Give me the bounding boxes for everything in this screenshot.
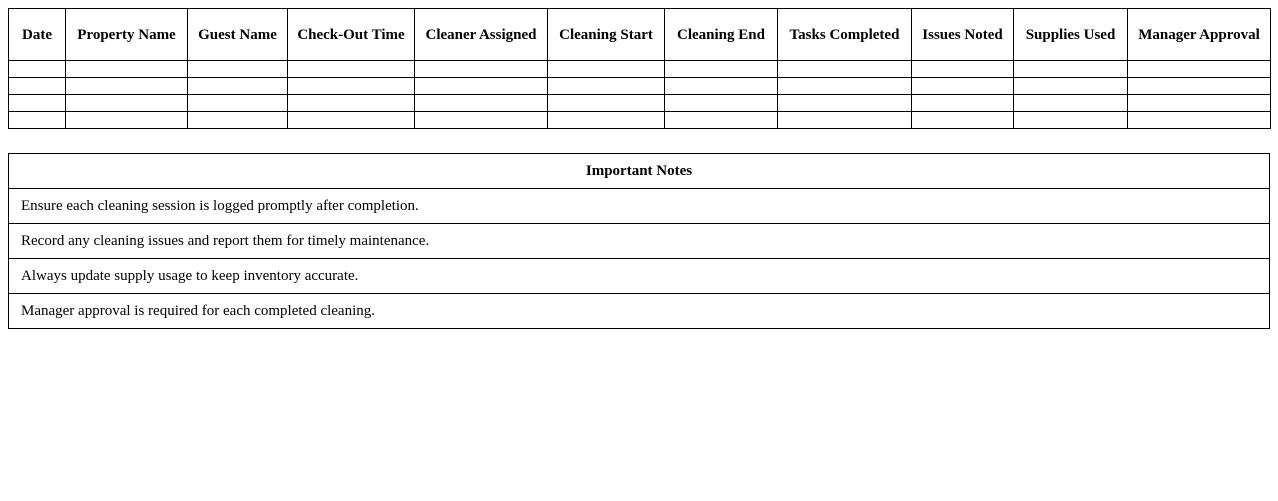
table-cell[interactable]	[188, 78, 288, 95]
table-cell[interactable]	[415, 61, 548, 78]
column-header-check-out-time: Check-Out Time	[288, 9, 415, 61]
important-notes-table	[8, 153, 1270, 329]
column-header-tasks-completed: Tasks Completed	[778, 9, 912, 61]
table-cell[interactable]	[9, 95, 66, 112]
table-cell[interactable]	[548, 61, 665, 78]
table-cell[interactable]	[778, 112, 912, 129]
table-cell[interactable]	[1128, 61, 1271, 78]
table-cell[interactable]	[188, 95, 288, 112]
table-row	[9, 112, 1271, 129]
table-cell[interactable]	[9, 78, 66, 95]
column-header-guest-name: Guest Name	[188, 9, 288, 61]
table-cell[interactable]	[912, 61, 1014, 78]
table-cell[interactable]	[415, 78, 548, 95]
table-cell[interactable]	[548, 78, 665, 95]
table-cell[interactable]	[9, 112, 66, 129]
column-header-supplies-used: Supplies Used	[1014, 9, 1128, 61]
table-cell[interactable]	[188, 112, 288, 129]
table-cell[interactable]	[288, 78, 415, 95]
table-cell[interactable]	[778, 61, 912, 78]
table-cell[interactable]	[1014, 78, 1128, 95]
table-cell[interactable]	[288, 112, 415, 129]
table-cell[interactable]	[9, 61, 66, 78]
table-cell[interactable]	[665, 112, 778, 129]
notes-title: Important Notes	[9, 154, 1270, 189]
table-cell[interactable]	[912, 112, 1014, 129]
table-cell[interactable]	[1014, 112, 1128, 129]
column-header-property-name: Property Name	[66, 9, 188, 61]
cleaning-log-table	[8, 8, 1271, 129]
note-item: Record any cleaning issues and report them for timely maintenance.	[9, 224, 1270, 259]
table-cell[interactable]	[548, 95, 665, 112]
column-header-date: Date	[9, 9, 66, 61]
table-row	[9, 61, 1271, 78]
table-cell[interactable]	[778, 78, 912, 95]
column-header-manager-approval: Manager Approval	[1128, 9, 1271, 61]
table-cell[interactable]	[1128, 78, 1271, 95]
table-cell[interactable]	[1014, 95, 1128, 112]
table-cell[interactable]	[1014, 61, 1128, 78]
note-item: Ensure each cleaning session is logged promptly after completion.	[9, 189, 1270, 224]
note-item: Always update supply usage to keep inventory accurate.	[9, 259, 1270, 294]
table-cell[interactable]	[665, 95, 778, 112]
table-cell[interactable]	[548, 112, 665, 129]
table-cell[interactable]	[665, 78, 778, 95]
table-cell[interactable]	[288, 95, 415, 112]
table-header-row	[9, 9, 1271, 61]
notes-header-row	[9, 154, 1270, 189]
table-cell[interactable]	[912, 95, 1014, 112]
table-cell[interactable]	[66, 95, 188, 112]
page-content	[8, 8, 1270, 329]
table-cell[interactable]	[912, 78, 1014, 95]
note-row	[9, 224, 1270, 259]
note-row	[9, 189, 1270, 224]
note-row	[9, 259, 1270, 294]
table-cell[interactable]	[66, 61, 188, 78]
column-header-cleaning-start: Cleaning Start	[548, 9, 665, 61]
table-cell[interactable]	[665, 61, 778, 78]
table-cell[interactable]	[66, 112, 188, 129]
column-header-cleaner-assigned: Cleaner Assigned	[415, 9, 548, 61]
table-cell[interactable]	[66, 78, 188, 95]
table-cell[interactable]	[415, 95, 548, 112]
table-cell[interactable]	[1128, 95, 1271, 112]
table-body	[9, 61, 1271, 129]
column-header-issues-noted: Issues Noted	[912, 9, 1014, 61]
table-row	[9, 95, 1271, 112]
table-cell[interactable]	[1128, 112, 1271, 129]
note-row	[9, 294, 1270, 329]
note-item: Manager approval is required for each completed cleaning.	[9, 294, 1270, 329]
table-row	[9, 78, 1271, 95]
table-cell[interactable]	[288, 61, 415, 78]
column-header-cleaning-end: Cleaning End	[665, 9, 778, 61]
table-cell[interactable]	[188, 61, 288, 78]
table-cell[interactable]	[778, 95, 912, 112]
table-cell[interactable]	[415, 112, 548, 129]
